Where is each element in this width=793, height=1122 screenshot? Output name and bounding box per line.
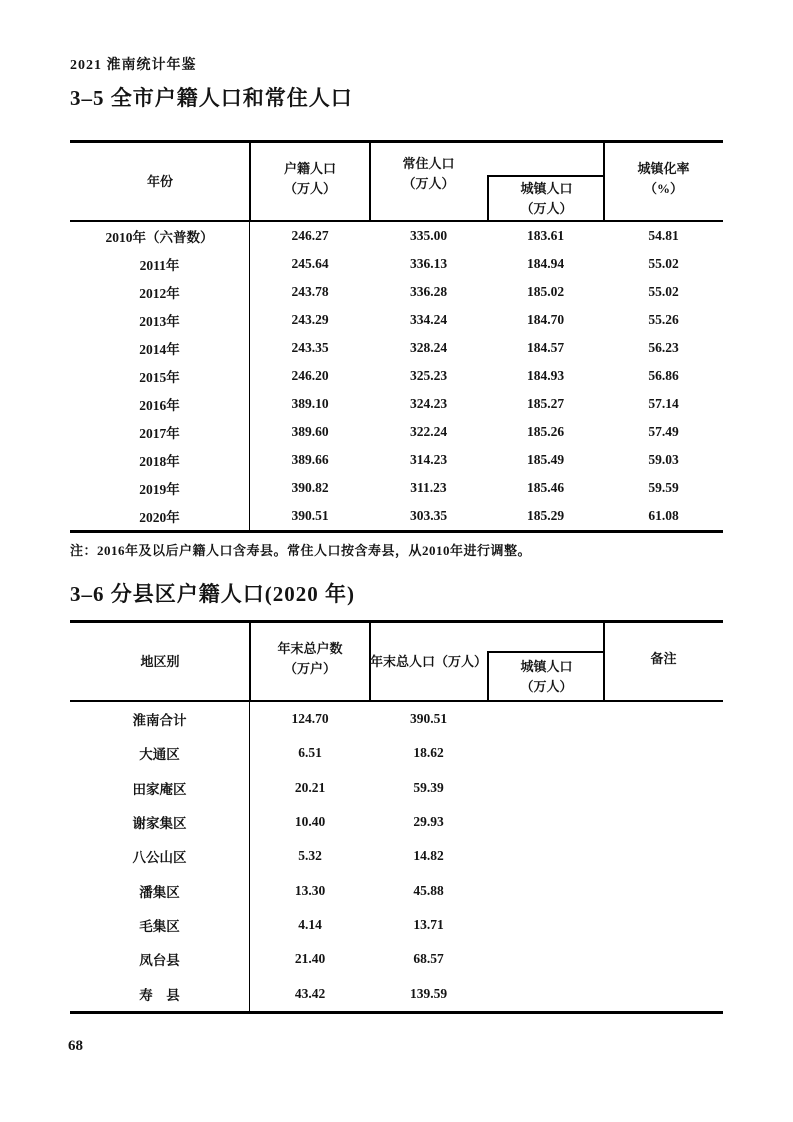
remark-cell: [604, 942, 723, 976]
table-row: [70, 942, 723, 976]
table-row: [70, 390, 723, 418]
households-cell: 21.40: [294, 951, 326, 967]
table2-title: 3–6 分县区户籍人口(2020 年): [70, 582, 355, 606]
region-cell: 八公山区: [70, 839, 250, 873]
column-header-registered-label: 户籍人口: [283, 161, 336, 176]
table-row: [70, 839, 723, 873]
table-row: [70, 418, 723, 446]
column-header-households: [250, 623, 370, 700]
table2-header: [70, 620, 723, 702]
urban-cell: 184.70: [526, 312, 565, 327]
registered-cell: 246.27: [291, 228, 329, 243]
column-header-urbanization-rate: [604, 143, 723, 220]
rate-cell: 57.49: [648, 424, 679, 439]
rate-cell: 57.14: [648, 396, 679, 411]
region-cell: 毛集区: [70, 908, 250, 942]
rate-cell: 59.59: [648, 480, 679, 495]
urban-cell: 185.29: [526, 508, 565, 523]
column-header-resident-unit: （万人）: [402, 175, 455, 191]
region-cell: 淮南合计: [70, 702, 250, 736]
urban-cell: 184.93: [526, 368, 565, 383]
registered-cell: 243.78: [291, 284, 329, 299]
running-header: 2021 淮南统计年鉴: [70, 58, 197, 73]
households-cell: 10.40: [294, 814, 326, 830]
registered-cell: 389.60: [291, 424, 329, 439]
table-row: [70, 977, 723, 1011]
table-row: [70, 502, 723, 530]
region-cell: 寿 县: [70, 977, 250, 1011]
registered-cell: 245.64: [291, 256, 329, 271]
registered-cell: 246.20: [291, 368, 329, 383]
population-cell: 13.71: [413, 917, 444, 933]
year-cell: 2011年: [70, 250, 250, 278]
region-cell: 大通区: [70, 736, 250, 770]
year-cell: 2015年: [70, 362, 250, 390]
population-cell: 68.57: [413, 951, 444, 967]
urban-cell: [487, 805, 604, 839]
year-cell: 2016年: [70, 390, 250, 418]
urban-cell: [487, 736, 604, 770]
urban-cell: [487, 942, 604, 976]
column-header-remark: 备注: [650, 650, 677, 666]
urban-cell: 185.49: [526, 452, 565, 467]
column-header-households-unit: （万户）: [283, 660, 336, 676]
column-header-urbanization-rate-unit: （%）: [643, 180, 683, 196]
table1-header: [70, 140, 723, 222]
resident-cell: 335.00: [409, 228, 448, 243]
column-header-registered: [250, 143, 370, 220]
urban-cell: [487, 908, 604, 942]
table-row: [70, 702, 723, 736]
table-row: [70, 805, 723, 839]
resident-cell: 334.24: [409, 312, 448, 327]
column-header-urban-unit: （万人）: [520, 678, 573, 694]
page-number: 68: [68, 1038, 83, 1054]
resident-cell: 336.28: [409, 284, 448, 299]
rate-cell: 56.23: [648, 340, 679, 355]
rate-cell: 59.03: [648, 452, 679, 467]
urban-cell: 184.94: [526, 256, 565, 271]
resident-cell: 325.23: [409, 368, 448, 383]
table-row: [70, 278, 723, 306]
column-header-registered-unit: （万人）: [283, 180, 336, 196]
column-header-resident: [370, 143, 487, 220]
registered-cell: 389.66: [291, 452, 329, 467]
resident-cell: 322.24: [409, 424, 448, 439]
year-cell: 2013年: [70, 306, 250, 334]
households-cell: 20.21: [294, 779, 326, 795]
column-header-urban: [487, 175, 604, 220]
urban-cell: [487, 702, 604, 736]
households-cell: 43.42: [294, 985, 326, 1001]
table2: [70, 620, 723, 1014]
remark-cell: [604, 977, 723, 1011]
population-cell: 45.88: [413, 882, 444, 898]
table1-body: [70, 222, 723, 533]
column-header-urban-label: 城镇人口: [520, 181, 573, 196]
table-row: [70, 334, 723, 362]
urban-cell: 185.26: [526, 424, 565, 439]
table1: [70, 140, 723, 533]
year-cell: 2019年: [70, 474, 250, 502]
urban-cell: 185.27: [526, 396, 565, 411]
resident-cell: 314.23: [409, 452, 448, 467]
year-cell: 2018年: [70, 446, 250, 474]
table-row: [70, 908, 723, 942]
remark-cell: [604, 736, 723, 770]
registered-cell: 243.29: [291, 312, 329, 327]
urban-cell: [487, 839, 604, 873]
rate-cell: 61.08: [648, 508, 679, 523]
column-header-population: 年末总人口（万人）: [370, 653, 488, 669]
remark-cell: [604, 908, 723, 942]
column-header-urban-label: 城镇人口: [520, 659, 573, 674]
year-cell: 2010年（六普数）: [70, 222, 250, 250]
rate-cell: 55.02: [648, 256, 679, 271]
table-row: [70, 736, 723, 770]
table-row: [70, 771, 723, 805]
year-cell: 2014年: [70, 334, 250, 362]
column-header-urbanization-rate-label: 城镇化率: [637, 161, 690, 176]
remark-cell: [604, 874, 723, 908]
region-cell: 谢家集区: [70, 805, 250, 839]
households-cell: 124.70: [291, 711, 329, 727]
column-header-urban: [487, 651, 604, 700]
urban-cell: [487, 771, 604, 805]
region-cell: 田家庵区: [70, 771, 250, 805]
registered-cell: 390.51: [291, 508, 329, 523]
resident-cell: 303.35: [409, 508, 448, 523]
table-row: [70, 446, 723, 474]
table-row: [70, 874, 723, 908]
table-row: [70, 222, 723, 250]
table-row: [70, 250, 723, 278]
population-cell: 18.62: [413, 745, 444, 761]
registered-cell: 390.82: [291, 480, 329, 495]
resident-cell: 311.23: [410, 480, 447, 495]
urban-cell: [487, 977, 604, 1011]
urban-cell: 183.61: [526, 228, 565, 243]
registered-cell: 389.10: [291, 396, 329, 411]
region-cell: 凤台县: [70, 942, 250, 976]
remark-cell: [604, 839, 723, 873]
remark-cell: [604, 702, 723, 736]
urban-cell: 185.02: [526, 284, 565, 299]
table2-body: [70, 702, 723, 1014]
year-cell: 2017年: [70, 418, 250, 446]
urban-cell: 184.57: [526, 340, 565, 355]
rate-cell: 55.02: [648, 284, 679, 299]
region-cell: 潘集区: [70, 874, 250, 908]
rate-cell: 54.81: [648, 228, 679, 243]
column-header-households-label: 年末总户数: [277, 641, 343, 656]
population-cell: 59.39: [413, 779, 444, 795]
population-cell: 29.93: [413, 814, 444, 830]
table-row: [70, 306, 723, 334]
households-cell: 6.51: [298, 745, 322, 761]
registered-cell: 243.35: [291, 340, 329, 355]
remark-cell: [604, 771, 723, 805]
column-header-region: 地区别: [140, 653, 180, 669]
table-row: [70, 474, 723, 502]
resident-cell: 328.24: [409, 340, 448, 355]
rate-cell: 55.26: [648, 312, 679, 327]
population-cell: 139.59: [409, 985, 448, 1001]
households-cell: 5.32: [298, 848, 322, 864]
households-cell: 4.14: [298, 917, 322, 933]
column-header-year: 年份: [146, 173, 173, 189]
resident-cell: 324.23: [409, 396, 448, 411]
column-header-urban-unit: （万人）: [520, 200, 573, 216]
resident-cell: 336.13: [409, 256, 448, 271]
column-header-resident-label: 常住人口: [402, 156, 455, 171]
table1-note: 注：2016年及以后户籍人口含寿县。常住人口按含寿县，从2010年进行调整。: [70, 543, 532, 558]
rate-cell: 56.86: [648, 368, 679, 383]
table1-title: 3–5 全市户籍人口和常住人口: [70, 86, 353, 110]
year-cell: 2012年: [70, 278, 250, 306]
urban-cell: 185.46: [526, 480, 565, 495]
urban-cell: [487, 874, 604, 908]
remark-cell: [604, 805, 723, 839]
households-cell: 13.30: [294, 882, 326, 898]
table-row: [70, 362, 723, 390]
population-cell: 390.51: [409, 711, 448, 727]
population-cell: 14.82: [413, 848, 444, 864]
year-cell: 2020年: [70, 502, 250, 530]
